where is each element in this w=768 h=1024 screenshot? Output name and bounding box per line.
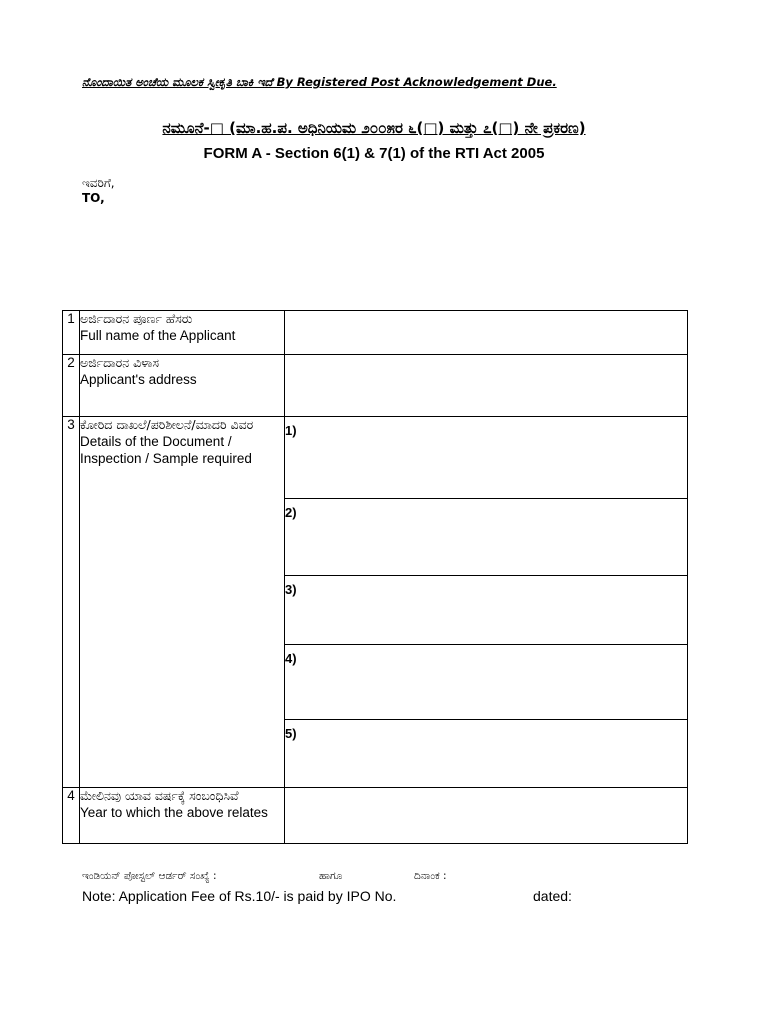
- item-number: 2): [285, 505, 297, 520]
- item-number: 4): [285, 651, 297, 666]
- applicant-name-label: [80, 311, 285, 355]
- row-number: 2: [63, 355, 80, 417]
- rti-application-table: [62, 310, 688, 844]
- year-label-clip: [80, 788, 284, 840]
- table-row: [63, 355, 688, 417]
- table-row: [63, 788, 688, 844]
- document-item-field-2[interactable]: [285, 499, 688, 576]
- and-label-kannada: ಹಾಗೂ: [319, 870, 343, 882]
- row-number: 1: [63, 311, 80, 355]
- label-english: Year to which the above relates: [80, 805, 268, 820]
- label-kannada: ಮೇಲಿನವು ಯಾವ ವರ್ಷಕ್ಕೆ ಸಂಬಂಧಿಸಿವೆ: [80, 788, 239, 803]
- table-row: [63, 311, 688, 355]
- label-kannada: ಅರ್ಜಿದಾರನ ಪೂರ್ಣ ಹೆಸರು: [80, 311, 193, 326]
- addressee-label-kannada: ಇವರಿಗೆ,: [82, 176, 115, 190]
- table-row: [63, 417, 688, 499]
- label-kannada: ಕೋರಿದ ದಾಖಲೆ/ಪರಿಶೀಲನೆ/ಮಾದರಿ ವಿವರ: [80, 417, 254, 432]
- addressee-label-english: TO,: [82, 191, 105, 205]
- form-title-english: FORM A - Section 6(1) & 7(1) of the RTI Act 2005: [203, 145, 545, 162]
- applicant-address-label: [80, 355, 285, 417]
- item-number: 3): [285, 582, 297, 597]
- applicant-name-field[interactable]: [285, 311, 688, 355]
- date-label-kannada: ದಿನಾಂಕ :: [414, 870, 447, 882]
- label-kannada: ಅರ್ಜಿದಾರನ ವಿಳಾಸ: [80, 355, 160, 370]
- document-item-field-1[interactable]: [285, 417, 688, 499]
- row-number: 3: [63, 417, 80, 788]
- label-english: Applicant's address: [80, 372, 197, 387]
- ipo-number-label-kannada: ಇಂಡಿಯನ್ ಪೋಸ್ಟಲ್ ಆರ್ಡರ್ ಸಂಖ್ಯೆ :: [82, 870, 217, 882]
- item-number: 5): [285, 726, 297, 741]
- document-item-field-3[interactable]: [285, 576, 688, 645]
- document-item-field-5[interactable]: [285, 720, 688, 788]
- item-number: 1): [285, 423, 297, 438]
- fee-note: Note: Application Fee of Rs.10/- is paid by IPO No.: [82, 888, 397, 904]
- applicant-address-field[interactable]: [285, 355, 688, 417]
- year-field[interactable]: [285, 788, 688, 844]
- registered-post-line: ನೊಂದಾಯಿತ ಅಂಚೆಯ ಮೂಲಕ ಸ್ವೀಕೃತಿ ಬಾಕಿ ಇದೆ By Registered Post Acknowledgement Due.: [82, 75, 557, 89]
- dated-label: dated:: [533, 888, 572, 904]
- document-details-label: [80, 417, 285, 788]
- row-number: 4: [63, 788, 80, 844]
- form-title-kannada: ನಮೂನೆ-□ (ಮಾ.ಹ.ಪ. ಅಧಿನಿಯಮ ೨೦೦೫ರ ೬(□) ಮತ್ತು ೭(□) ನೇ ಪ್ರಕರಣ): [162, 119, 586, 137]
- document-item-field-4[interactable]: [285, 645, 688, 720]
- year-label: [80, 788, 285, 844]
- label-english: Details of the Document / Inspection / Sample required: [80, 434, 252, 466]
- label-english: Full name of the Applicant: [80, 328, 236, 343]
